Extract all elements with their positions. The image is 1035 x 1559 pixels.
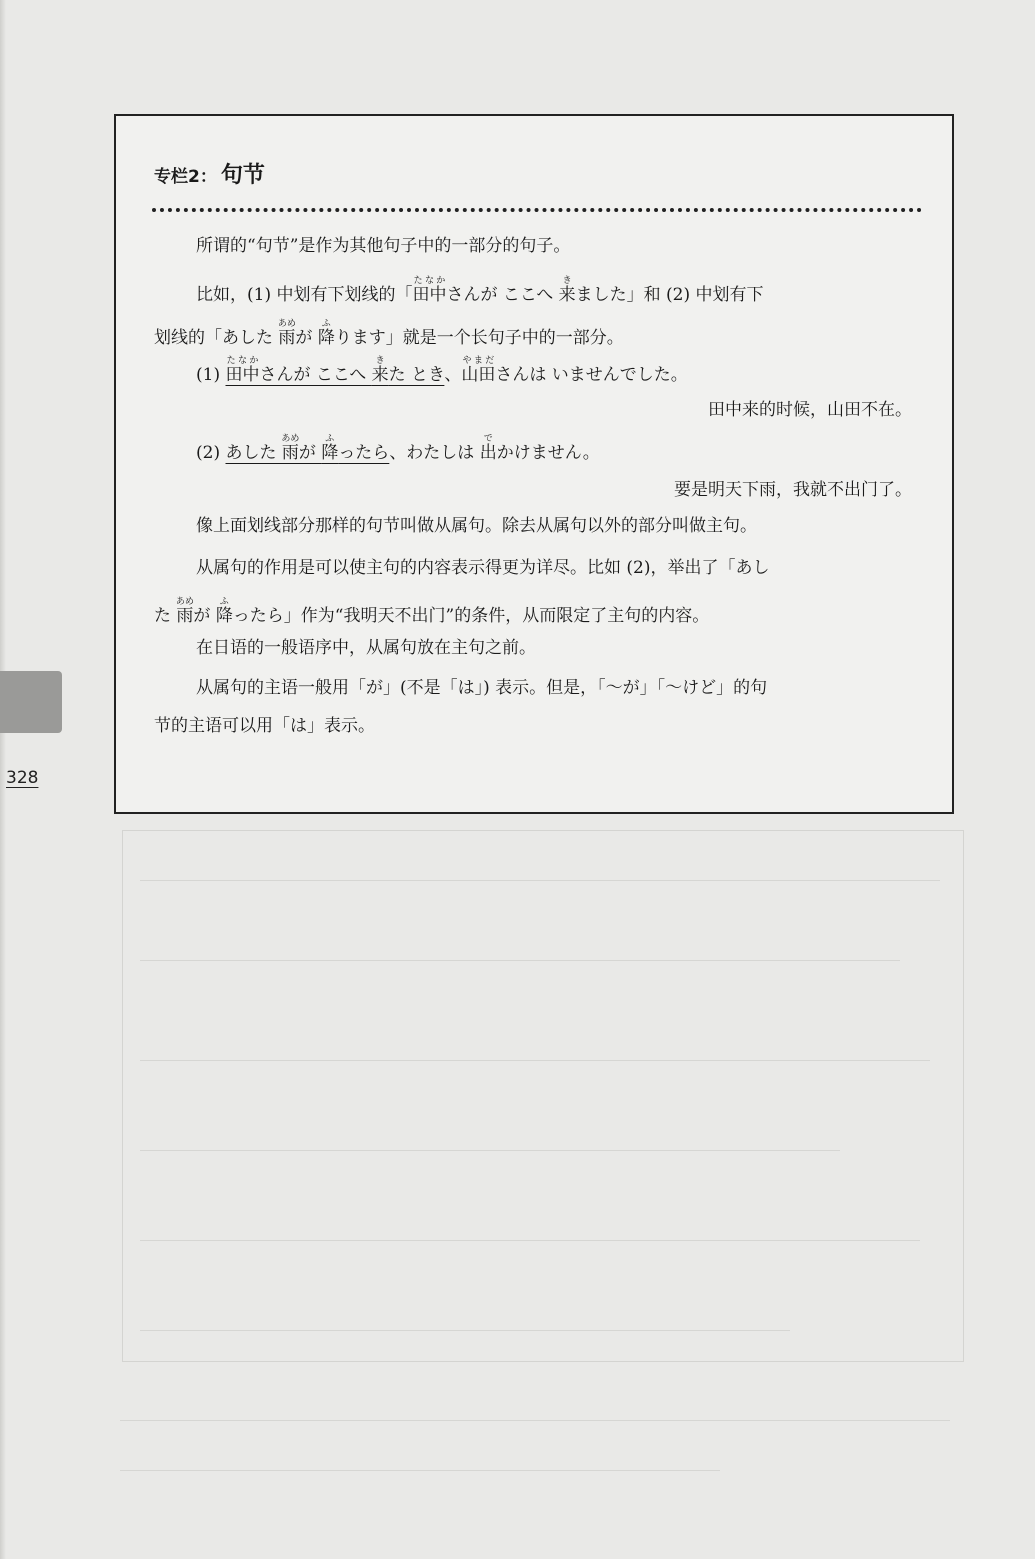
ruby-base: 田中 [225,365,260,385]
ruby-base: 来 [558,285,576,305]
ruby-base: 降 [215,606,233,626]
ruby-yamada [461,356,496,385]
text-segment: 、わたしは [389,443,480,463]
example-1 [196,356,688,387]
text-segment: さんが ここへ [446,285,559,305]
subordinate-clause [225,434,390,463]
text-segment: さんは いませんでした。 [495,365,688,385]
column-title-lead: 专栏2： [154,167,217,187]
paragraph-subject-marker-line2: 节的主语可以用「は」表示。 [154,716,375,736]
ruby-reading: で [479,434,497,444]
text-segment: た とき [388,365,445,385]
ruby-kuru [371,356,389,385]
text-segment: が [193,606,216,626]
page-number: 328 [6,768,39,788]
paragraph-function-line1: 从属句的作用是可以使主句的内容表示得更为详尽。比如 (2)，举出了「あし [196,558,770,578]
paragraph-clause-types: 像上面划线部分那样的句节叫做从属句。除去从属句以外的部分叫做主句。 [196,516,757,536]
text-segment: さんが ここへ [259,365,372,385]
ruby-furu [215,597,233,626]
ruby-reading: き [371,356,389,366]
paragraph-example-intro-line2 [154,319,624,350]
text-segment: 、 [444,365,462,385]
bleed-through-rule [140,1240,920,1241]
text-segment: 划线的「あした [154,328,279,348]
ruby-furu [317,319,335,348]
ruby-base: 山田 [461,365,496,385]
text-segment: あした [225,443,282,463]
text-segment: ったら」作为“我明天不出门”的条件，从而限定了主句的内容。 [232,606,710,626]
ruby-ame [175,597,194,626]
ruby-tanaka [412,276,447,305]
subordinate-clause [225,356,445,385]
paragraph-definition: 所谓的“句节”是作为其他句子中的一部分的句子。 [196,236,571,256]
ruby-base: 来 [371,365,389,385]
paragraph-function-line2 [154,597,709,628]
ruby-ame [281,434,300,463]
ruby-reading: やまだ [461,356,496,366]
ruby-base: 降 [321,443,339,463]
bleed-through-rule [140,1330,790,1331]
column-title-main: 句节 [220,163,265,188]
ruby-reading: あめ [175,597,194,607]
column-title [154,158,265,189]
paragraph-word-order: 在日语的一般语序中，从属句放在主句之前。 [196,638,536,658]
example-number: (1) [196,365,221,385]
column-box [114,114,954,814]
example-2 [196,434,600,465]
ruby-reading: ふ [321,434,339,444]
ruby-reading: あめ [277,319,296,329]
ruby-base: 雨 [175,606,194,626]
ruby-base: 雨 [277,328,296,348]
paragraph-subject-marker-line1: 从属句的主语一般用「が」(不是「は」) 表示。但是，「～が」「～けど」的句 [196,678,768,698]
text-segment: 比如，(1) 中划有下划线的「 [196,285,413,305]
ruby-base: 出 [479,443,497,463]
text-segment: た [154,606,177,626]
chapter-side-tab [0,671,62,733]
bleed-through-box [122,830,964,1362]
ruby-kuru [558,276,576,305]
example-1-translation: 田中来的时候，山田不在。 [708,400,912,420]
ruby-reading: ふ [215,597,233,607]
ruby-ame [277,319,296,348]
paragraph-example-intro-line1 [196,276,764,307]
bleed-through-rule [140,880,940,881]
example-number: (2) [196,443,221,463]
ruby-base: 雨 [281,443,300,463]
ruby-furu [321,434,339,463]
ruby-deru [479,434,497,463]
ruby-base: 降 [317,328,335,348]
text-segment: が [295,328,318,348]
ruby-base: 田中 [412,285,447,305]
text-segment: かけません。 [496,443,600,463]
ruby-reading: たなか [225,356,260,366]
text-segment: が [298,443,322,463]
bleed-through-rule [140,1060,930,1061]
bleed-through-rule [140,1150,840,1151]
example-2-translation: 要是明天下雨，我就不出门了。 [674,480,912,500]
dotted-divider [152,208,922,212]
text-segment: ったら [338,443,390,463]
bleed-through-rule [120,1470,720,1471]
ruby-tanaka [225,356,260,385]
bleed-through-rule [140,960,900,961]
ruby-reading: き [558,276,576,286]
bleed-through-rule [120,1420,950,1421]
ruby-reading: ふ [317,319,335,329]
text-segment: ります」就是一个长句子中的一部分。 [334,328,624,348]
text-segment: ました」和 (2) 中划有下 [575,285,764,305]
ruby-reading: たなか [412,276,447,286]
ruby-reading: あめ [281,434,300,444]
